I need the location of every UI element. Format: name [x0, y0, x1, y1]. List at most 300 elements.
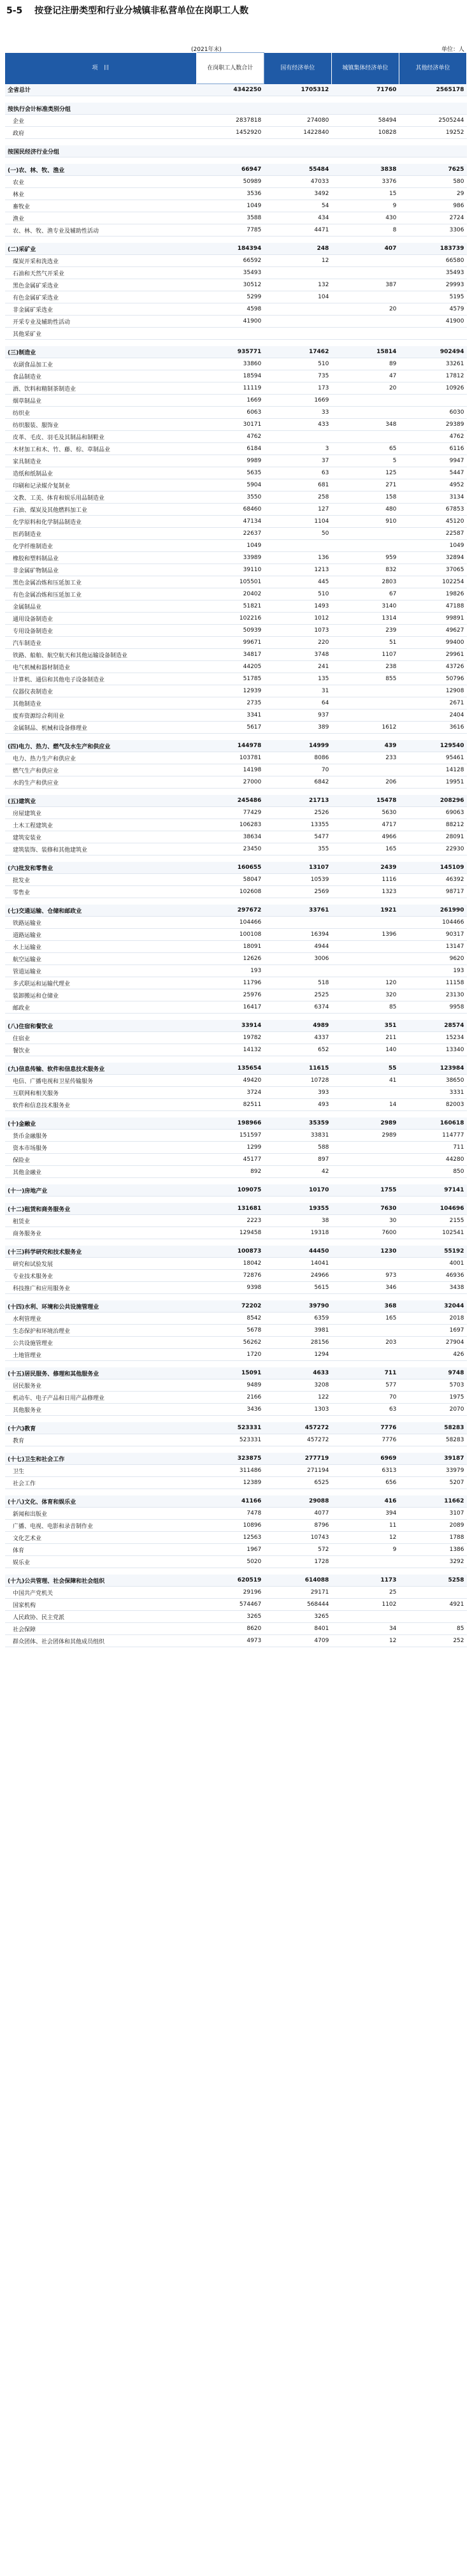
cell-other: 4001	[399, 1258, 466, 1270]
cell-total: 72202	[196, 1300, 264, 1313]
row-label: 研究和试验发展	[5, 1258, 196, 1270]
row-label: 医药制造业	[5, 528, 196, 540]
cell-state-owned: 11615	[264, 1063, 331, 1075]
row-label: 其他制造业	[5, 697, 196, 709]
table-row	[5, 358, 467, 370]
cell-other: 85	[399, 1623, 466, 1635]
table-row	[5, 267, 467, 279]
cell-state-owned: 389	[264, 722, 331, 734]
cell-state-owned: 29171	[264, 1587, 331, 1599]
table-row	[5, 504, 467, 516]
row-label: 食品制造业	[5, 370, 196, 382]
cell-other: 193	[399, 965, 466, 977]
cell-state-owned: 2569	[264, 886, 331, 898]
cell-total: 49420	[196, 1075, 264, 1087]
cell-state-owned: 6842	[264, 776, 331, 789]
cell-collective	[331, 1258, 399, 1270]
cell-collective	[331, 1325, 399, 1337]
table-row	[5, 831, 467, 843]
row-label: 资本市场服务	[5, 1142, 196, 1154]
cell-collective: 656	[331, 1477, 399, 1489]
table-row	[5, 1227, 467, 1239]
cell-total: 3436	[196, 1404, 264, 1416]
table-row	[5, 752, 467, 764]
cell-other: 90317	[399, 929, 466, 941]
table-row	[5, 764, 467, 776]
cell-total: 16417	[196, 1001, 264, 1014]
cell-total: 19782	[196, 1032, 264, 1044]
row-label: 铁路运输业	[5, 917, 196, 929]
cell-collective	[331, 267, 399, 279]
year-caption: (2021年末)	[191, 47, 222, 53]
cell-collective	[331, 316, 399, 328]
cell-collective	[331, 965, 399, 977]
table-row	[5, 625, 467, 637]
cell-collective	[331, 407, 399, 419]
cell-total: 4598	[196, 303, 264, 316]
cell-total: 30171	[196, 419, 264, 431]
cell-state-owned: 220	[264, 637, 331, 649]
cell-total: 41900	[196, 316, 264, 328]
cell-collective: 1107	[331, 649, 399, 661]
cell-state-owned: 6525	[264, 1477, 331, 1489]
cell-collective: 85	[331, 1001, 399, 1014]
row-label: 黑色金属矿采选业	[5, 279, 196, 291]
table-row	[5, 1203, 467, 1215]
cell-collective	[331, 291, 399, 303]
cell-other: 1049	[399, 540, 466, 552]
row-label: 邮政业	[5, 1001, 196, 1014]
row-label: 金属制品、机械和设备修理业	[5, 722, 196, 734]
table-row	[5, 862, 467, 874]
spacer-row	[5, 236, 467, 244]
cell-total: 50989	[196, 176, 264, 188]
cell-state-owned	[264, 540, 331, 552]
cell-total: 58047	[196, 874, 264, 886]
spacer-cell	[5, 1197, 467, 1204]
cell-state-owned: 14999	[264, 740, 331, 752]
row-label: 土木工程建筑业	[5, 819, 196, 831]
cell-other: 19951	[399, 776, 466, 789]
cell-collective: 3140	[331, 600, 399, 613]
cell-other: 41900	[399, 316, 466, 328]
row-label: (七)交通运输、仓储和邮政业	[5, 905, 196, 917]
spacer-row	[5, 1446, 467, 1453]
cell-total: 33914	[196, 1020, 264, 1032]
cell-total	[196, 145, 264, 157]
table-row	[5, 316, 467, 328]
row-label: 生态保护和环境治理业	[5, 1325, 196, 1337]
row-label: (九)信息传输、软件和信息技术服务业	[5, 1063, 196, 1075]
row-label: 煤炭开采和洗选业	[5, 255, 196, 267]
cell-collective: 51	[331, 637, 399, 649]
cell-total: 131681	[196, 1203, 264, 1215]
cell-total: 1299	[196, 1142, 264, 1154]
table-row	[5, 346, 467, 358]
row-label: 餐饮业	[5, 1044, 196, 1056]
row-label: 木材加工和木、竹、藤、棕、草制品业	[5, 443, 196, 455]
cell-other: 33979	[399, 1465, 466, 1477]
row-label: 多式联运和运输代理业	[5, 977, 196, 989]
cell-total: 105501	[196, 576, 264, 588]
cell-other: 50796	[399, 673, 466, 685]
cell-collective: 855	[331, 673, 399, 685]
table-row	[5, 1587, 467, 1599]
cell-total: 11796	[196, 977, 264, 989]
cell-state-owned	[264, 431, 331, 443]
spacer-row	[5, 157, 467, 164]
row-label: (十)金融业	[5, 1117, 196, 1130]
table-row	[5, 127, 467, 139]
cell-other: 97141	[399, 1184, 466, 1197]
spacer-row	[5, 898, 467, 905]
cell-total: 106283	[196, 819, 264, 831]
cell-collective	[331, 941, 399, 953]
cell-total: 44205	[196, 661, 264, 673]
cell-total: 100108	[196, 929, 264, 941]
cell-other: 3306	[399, 224, 466, 236]
row-label: 文化艺术业	[5, 1532, 196, 1544]
cell-other	[399, 145, 466, 157]
cell-other: 45120	[399, 516, 466, 528]
table-row	[5, 929, 467, 941]
cell-collective: 1396	[331, 929, 399, 941]
row-label: 农业	[5, 176, 196, 188]
row-label: 电信、广播电视和卫星传输服务	[5, 1075, 196, 1087]
cell-collective: 1755	[331, 1184, 399, 1197]
cell-total: 4973	[196, 1635, 264, 1647]
table-row	[5, 1379, 467, 1392]
cell-total: 18042	[196, 1258, 264, 1270]
table-row	[5, 1508, 467, 1520]
table-row	[5, 455, 467, 467]
cell-state-owned: 1294	[264, 1349, 331, 1361]
column-header-total: 在岗职工人数合计	[196, 53, 264, 84]
table-row	[5, 776, 467, 789]
cell-collective: 34	[331, 1623, 399, 1635]
row-label: 娱乐业	[5, 1556, 196, 1568]
cell-state-owned: 271194	[264, 1465, 331, 1477]
cell-collective: 3376	[331, 176, 399, 188]
table-row	[5, 613, 467, 625]
row-label: 林业	[5, 188, 196, 200]
cell-other: 4579	[399, 303, 466, 316]
cell-total: 18091	[196, 941, 264, 953]
cell-total: 2166	[196, 1392, 264, 1404]
spacer-cell	[5, 1361, 467, 1368]
cell-total: 22637	[196, 528, 264, 540]
cell-other: 46392	[399, 874, 466, 886]
table-row	[5, 200, 467, 212]
spacer-row	[5, 1111, 467, 1118]
cell-state-owned: 28156	[264, 1337, 331, 1349]
cell-total: 51821	[196, 600, 264, 613]
spacer-row	[5, 1294, 467, 1301]
table-row	[5, 328, 467, 340]
row-label: 仪器仪表制造业	[5, 685, 196, 697]
row-label: (十五)居民服务、修理和其他服务业	[5, 1367, 196, 1379]
row-label: 居民服务业	[5, 1379, 196, 1392]
table-row	[5, 1258, 467, 1270]
row-label: 化学原料和化学制品制造业	[5, 516, 196, 528]
cell-total: 523331	[196, 1434, 264, 1446]
table-row	[5, 843, 467, 855]
cell-collective: 158	[331, 491, 399, 504]
row-label: (十三)科学研究和技术服务业	[5, 1246, 196, 1258]
cell-collective: 8	[331, 224, 399, 236]
cell-state-owned: 173	[264, 382, 331, 395]
table-row	[5, 1166, 467, 1178]
cell-state-owned: 5477	[264, 831, 331, 843]
cell-collective: 4966	[331, 831, 399, 843]
table-row	[5, 564, 467, 576]
cell-state-owned: 457272	[264, 1422, 331, 1434]
cell-other: 55192	[399, 1246, 466, 1258]
cell-total: 3588	[196, 212, 264, 224]
cell-other: 850	[399, 1166, 466, 1178]
table-row	[5, 917, 467, 929]
cell-other: 4952	[399, 479, 466, 491]
cell-state-owned: 568444	[264, 1599, 331, 1611]
cell-total: 144978	[196, 740, 264, 752]
cell-state-owned: 2525	[264, 989, 331, 1001]
cell-state-owned: 50	[264, 528, 331, 540]
cell-other: 9748	[399, 1367, 466, 1379]
cell-total: 1967	[196, 1544, 264, 1556]
cell-collective: 140	[331, 1044, 399, 1056]
table-row	[5, 685, 467, 697]
cell-other: 2404	[399, 709, 466, 722]
row-label: 造纸和纸制品业	[5, 467, 196, 479]
cell-collective: 1612	[331, 722, 399, 734]
cell-collective: 71760	[331, 84, 399, 96]
table-row	[5, 1611, 467, 1623]
table-row	[5, 407, 467, 419]
cell-other: 5703	[399, 1379, 466, 1392]
cell-other: 44280	[399, 1154, 466, 1166]
cell-other: 19826	[399, 588, 466, 600]
cell-collective: 1230	[331, 1246, 399, 1258]
cell-other: 22930	[399, 843, 466, 855]
cell-total: 18594	[196, 370, 264, 382]
spacer-row	[5, 139, 467, 146]
cell-total: 5678	[196, 1325, 264, 1337]
cell-state-owned: 681	[264, 479, 331, 491]
cell-collective: 1323	[331, 886, 399, 898]
row-label: 专业技术服务业	[5, 1270, 196, 1282]
cell-other: 3616	[399, 722, 466, 734]
cell-collective: 58494	[331, 115, 399, 127]
cell-state-owned: 10728	[264, 1075, 331, 1087]
spacer-cell	[5, 855, 467, 862]
spacer-cell	[5, 1178, 467, 1185]
row-label: (五)建筑业	[5, 795, 196, 807]
cell-collective	[331, 540, 399, 552]
cell-state-owned	[264, 316, 331, 328]
cell-total: 12939	[196, 685, 264, 697]
table-row	[5, 224, 467, 236]
cell-state-owned: 44450	[264, 1246, 331, 1258]
cell-state-owned: 1073	[264, 625, 331, 637]
cell-other: 1386	[399, 1544, 466, 1556]
spacer-cell	[5, 1239, 467, 1246]
cell-total: 3265	[196, 1611, 264, 1623]
cell-state-owned: 3	[264, 443, 331, 455]
cell-collective: 41	[331, 1075, 399, 1087]
cell-other: 23130	[399, 989, 466, 1001]
table-title: 按登记注册类型和行业分城镇非私营单位在岗职工人数	[34, 6, 249, 16]
cell-total: 12563	[196, 1532, 264, 1544]
cell-state-owned: 104	[264, 291, 331, 303]
row-label: 航空运输业	[5, 953, 196, 965]
table-row	[5, 1154, 467, 1166]
row-label: 烟草制品业	[5, 395, 196, 407]
cell-total: 38634	[196, 831, 264, 843]
row-label: 零售业	[5, 886, 196, 898]
cell-collective: 30	[331, 1215, 399, 1227]
cell-state-owned: 19355	[264, 1203, 331, 1215]
row-label: 全省总计	[5, 84, 196, 96]
cell-state-owned: 24966	[264, 1270, 331, 1282]
row-label: 电气机械和器材制造业	[5, 661, 196, 673]
cell-total: 47134	[196, 516, 264, 528]
cell-state-owned: 1705312	[264, 84, 331, 96]
row-label: 科技推广和应用服务业	[5, 1282, 196, 1294]
cell-total: 11119	[196, 382, 264, 395]
spacer-cell	[5, 1416, 467, 1423]
cell-state-owned: 63	[264, 467, 331, 479]
cell-state-owned: 135	[264, 673, 331, 685]
cell-collective: 271	[331, 479, 399, 491]
cell-other: 32894	[399, 552, 466, 564]
table-row	[5, 467, 467, 479]
row-label: (六)批发和零售业	[5, 862, 196, 874]
row-label: 管道运输业	[5, 965, 196, 977]
table-row	[5, 953, 467, 965]
cell-other: 29993	[399, 279, 466, 291]
cell-collective: 368	[331, 1300, 399, 1313]
table-row	[5, 637, 467, 649]
spacer-row	[5, 1489, 467, 1496]
row-label: 租赁业	[5, 1215, 196, 1227]
cell-total: 5020	[196, 1556, 264, 1568]
cell-total: 109075	[196, 1184, 264, 1197]
table-row	[5, 1392, 467, 1404]
table-row	[5, 382, 467, 395]
spacer-cell	[5, 789, 467, 796]
cell-other: 43726	[399, 661, 466, 673]
cell-other: 1788	[399, 1532, 466, 1544]
row-label: 人民政协、民主党派	[5, 1611, 196, 1623]
table-row	[5, 84, 467, 96]
row-label: (十八)文化、体育和娱乐业	[5, 1495, 196, 1508]
cell-collective	[331, 528, 399, 540]
cell-state-owned: 510	[264, 588, 331, 600]
table-row	[5, 588, 467, 600]
cell-state-owned: 29088	[264, 1495, 331, 1508]
cell-other	[399, 328, 466, 340]
row-label: 教育	[5, 1434, 196, 1446]
cell-state-owned: 4471	[264, 224, 331, 236]
table-row	[5, 740, 467, 752]
cell-collective: 973	[331, 1270, 399, 1282]
cell-collective	[331, 145, 399, 157]
spacer-row	[5, 1568, 467, 1575]
cell-other: 261990	[399, 905, 466, 917]
cell-collective: 1314	[331, 613, 399, 625]
row-label: 酒、饮料和精制茶制造业	[5, 382, 196, 395]
table-row	[5, 1313, 467, 1325]
cell-collective: 480	[331, 504, 399, 516]
cell-total: 77429	[196, 807, 264, 819]
cell-other: 67853	[399, 504, 466, 516]
table-row	[5, 1422, 467, 1434]
cell-other: 208296	[399, 795, 466, 807]
cell-state-owned: 1728	[264, 1556, 331, 1568]
cell-total: 4762	[196, 431, 264, 443]
cell-total: 66947	[196, 164, 264, 176]
row-label: 机动车、电子产品和日用产品修理业	[5, 1392, 196, 1404]
cell-state-owned: 35359	[264, 1117, 331, 1130]
table-row	[5, 552, 467, 564]
table-row	[5, 212, 467, 224]
cell-collective: 12	[331, 1532, 399, 1544]
table-row	[5, 1117, 467, 1130]
cell-other: 95461	[399, 752, 466, 764]
cell-state-owned: 39790	[264, 1300, 331, 1313]
row-label: 房屋建筑业	[5, 807, 196, 819]
cell-other: 5258	[399, 1575, 466, 1587]
cell-other: 102254	[399, 576, 466, 588]
spacer-row	[5, 96, 467, 103]
row-label: 纺织业	[5, 407, 196, 419]
table-row	[5, 1044, 467, 1056]
table-row	[5, 649, 467, 661]
cell-collective: 9	[331, 1544, 399, 1556]
cell-collective: 6313	[331, 1465, 399, 1477]
table-row	[5, 145, 467, 157]
cell-collective	[331, 1154, 399, 1166]
cell-total: 34817	[196, 649, 264, 661]
spacer-row	[5, 1014, 467, 1021]
cell-state-owned: 31	[264, 685, 331, 697]
row-label: 纺织服装、服饰业	[5, 419, 196, 431]
cell-other: 2155	[399, 1215, 466, 1227]
table-row	[5, 905, 467, 917]
cell-other: 13147	[399, 941, 466, 953]
table-row	[5, 1404, 467, 1416]
cell-other: 99400	[399, 637, 466, 649]
spacer-row	[5, 1416, 467, 1423]
cell-collective	[331, 395, 399, 407]
cell-other: 19252	[399, 127, 466, 139]
cell-state-owned: 393	[264, 1087, 331, 1099]
cell-total: 523331	[196, 1422, 264, 1434]
row-label: 农、林、牧、渔专业及辅助性活动	[5, 224, 196, 236]
cell-total: 2837818	[196, 115, 264, 127]
cell-total: 10896	[196, 1520, 264, 1532]
cell-collective: 3838	[331, 164, 399, 176]
spacer-cell	[5, 236, 467, 244]
table-row	[5, 176, 467, 188]
cell-collective: 12	[331, 1635, 399, 1647]
cell-total: 151597	[196, 1130, 264, 1142]
data-table	[5, 52, 467, 1647]
cell-other	[399, 103, 466, 115]
table-row	[5, 479, 467, 491]
row-label: (三)制造业	[5, 346, 196, 358]
row-label: 铁路、船舶、航空航天和其他运输设备制造业	[5, 649, 196, 661]
